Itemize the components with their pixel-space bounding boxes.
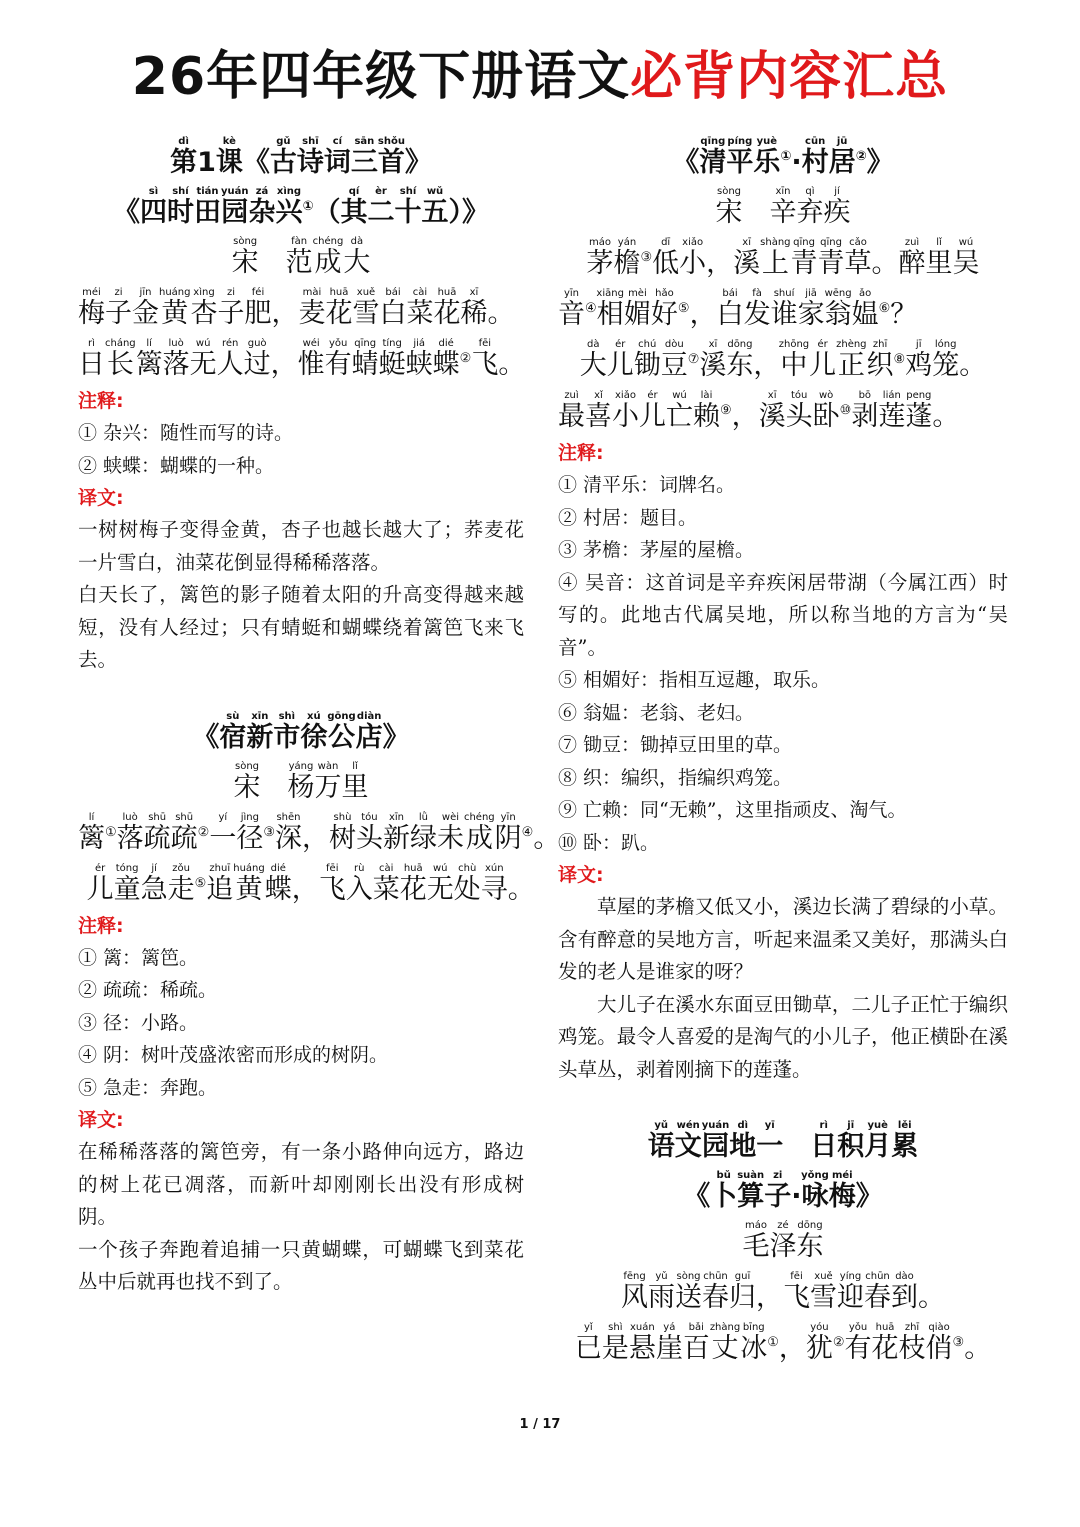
poem-line: 大dà儿ér锄chú豆dòu⑦溪xī东dōng，中zhōng儿ér正zhèng织zhī⑧鸡jī笼lóng。 <box>579 339 987 381</box>
translation-paragraph: 在稀稀落落的篱笆旁，有一条小路伸向远方，路边的树上花已凋落，而新叶却刚刚长出没有形成树阴。 <box>78 1140 524 1228</box>
translation-paragraph: 草屋的茅檐又低又小，溪边长满了碧绿的小草。含有醉意的吴地方言，听起来温柔又美好，那满头白发的老人是谁家的呀？ <box>558 895 1008 983</box>
poem-author: 毛máo泽zé东dōng <box>742 1220 824 1262</box>
translation-paragraph: 一树树梅子变得金黄，杏子也越长越大了；荞麦花一片雪白，油菜花倒显得稀稀落落。 <box>78 518 524 574</box>
poem-line: 茅máo檐yán③低dī小xiǎo，溪xī上shàng青qīng青qīng草cǎo。醉zuì里lǐ吴wú <box>586 237 980 279</box>
note-item: ① 篱：篱笆。 <box>78 946 199 969</box>
poem-title: 《四sì时shí田tián园yuán杂zá兴xìng①（其qí二èr十shí五wǔ）》 <box>112 186 489 228</box>
poem-author: 宋sòng 杨yáng万wàn里lǐ <box>233 760 369 803</box>
note-item: ④ 阴：树叶茂盛浓密而形成的树阴。 <box>78 1044 389 1066</box>
right-column <box>558 132 1008 1369</box>
note-item: ⑤ 相媚好：指相互逗趣，取乐。 <box>558 669 831 691</box>
notes-label: 注释: <box>558 442 604 464</box>
poem-line: 篱lí①落luò疏shū疏shū②一yí径jìng③深shēn，树shù头tóu新xīn绿lǜ未wèi成chéng阴yīn④。 <box>78 811 561 854</box>
note-item: ② 蛱蝶：蝴蝶的一种。 <box>78 454 275 477</box>
note-item: ④ 吴音：这首词是辛弃疾闲居带湖（今属江西）时写的。此地古代属吴地，所以称当地的方言为“吴音”。 <box>558 570 1008 659</box>
notes-label: 注释: <box>78 914 124 937</box>
poem-line: 最zuì喜xǐ小xiǎo儿ér亡wú赖lài⑨，溪xī头tóu卧wò⑩剥bō莲lián蓬peng。 <box>558 390 960 432</box>
translation-label: 译文: <box>558 864 604 886</box>
translation-paragraph: 一个孩子奔跑着追捕一只黄蝴蝶，可蝴蝶飞到菜花丛中后就再也找不到了。 <box>78 1237 524 1293</box>
poem-line: 音yīn④相xiāng媚mèi好hǎo⑤，白bái发fà谁shuí家jiā翁wēng媪ǎo⑥？ <box>558 288 918 330</box>
note-item: ⑦ 锄豆：锄掉豆田里的草。 <box>558 734 793 756</box>
translation-paragraph: 大儿子在溪水东面豆田锄草，二儿子正忙于编织鸡笼。最令人喜爱的是淘气的小儿子，他正横卧在溪头草丛，剥着刚摘下的莲蓬。 <box>558 992 1008 1081</box>
notes-label: 注释: <box>78 390 124 412</box>
note-item: ③ 径：小路。 <box>78 1011 199 1034</box>
translation-label: 译文: <box>78 487 124 509</box>
poem-line: 日rì长cháng篱lí落luò无wú人rén过guò，惟wéi有yǒu蜻qīng蜓tíng蛱jiá蝶dié②飞fēi。 <box>78 338 526 380</box>
poem-line: 梅méi子zi金jīn黄huáng杏xìng子zi肥féi，麦mài花huā雪xuě白bái菜cài花huā稀xī。 <box>78 287 515 329</box>
translation-paragraph: 白天长了，篱笆的影子随着太阳的升高变得越来越短，没有人经过；只有蜻蜓和蝴蝶绕着篱笆飞来飞去。 <box>78 583 524 671</box>
poem-title: 《宿sù新xīn市shì徐xú公gōng店diàn》 <box>192 710 410 753</box>
section-heading: 语yǔ文wén园yuán地dì一yī 日rì积jī月yuè累lěi <box>647 1120 919 1162</box>
title-black-part: 26年四年级下册语文 <box>131 47 631 107</box>
poem-author: 宋sòng 辛xīn弃qì疾jí <box>715 186 851 228</box>
page-number: 1 / 17 <box>519 1417 561 1432</box>
page-title <box>0 42 1080 112</box>
note-item: ② 疏疏：稀疏。 <box>78 979 218 1001</box>
note-item: ⑩ 卧：趴。 <box>558 831 660 854</box>
note-item: ⑨ 亡赖：同“无赖”，这里指顽皮、淘气。 <box>558 799 907 821</box>
note-item: ⑧ 织：编织，指编织鸡笼。 <box>558 766 793 789</box>
translation-label: 译文: <box>78 1109 124 1131</box>
note-item: ③ 茅檐：茅屋的屋檐。 <box>558 539 755 561</box>
poem-title: 《卜bǔ算suàn子zi·咏yǒng梅méi》 <box>683 1170 883 1212</box>
poem-line: 风fēng雨yǔ送sòng春chūn归guī，飞fēi雪xuě迎yíng春chūn到dào。 <box>621 1271 945 1313</box>
note-item: ⑥ 翁媪：老翁、老妇。 <box>558 701 755 724</box>
note-item: ① 杂兴：随性而写的诗。 <box>78 422 294 444</box>
poem-line: 已yǐ是shì悬xuán崖yá百bǎi丈zhàng冰bīng①，犹yóu②有yǒu花huā枝zhī俏qiào③。 <box>574 1322 992 1364</box>
poem-line: 儿ér童tóng急jí走zǒu⑤追zhuī黄huáng蝶dié，飞fēi入rù菜cài花huā无wú处chù寻xún。 <box>86 862 535 905</box>
poem-title: 《清qīng平píng乐yuè①·村cūn居jū②》 <box>672 136 894 178</box>
title-red-part: 必背内容汇总 <box>630 47 949 107</box>
left-column <box>78 132 561 1299</box>
lesson-title: 第dì1课kè《古gǔ诗shī词cí三sān首shǒu》 <box>170 136 432 178</box>
poem-author: 宋sòng 范fàn成chéng大dà <box>231 236 371 278</box>
note-item: ⑤ 急走：奔跑。 <box>78 1076 218 1099</box>
note-item: ② 村居：题目。 <box>558 506 698 529</box>
note-item: ① 清平乐：词牌名。 <box>558 474 736 496</box>
